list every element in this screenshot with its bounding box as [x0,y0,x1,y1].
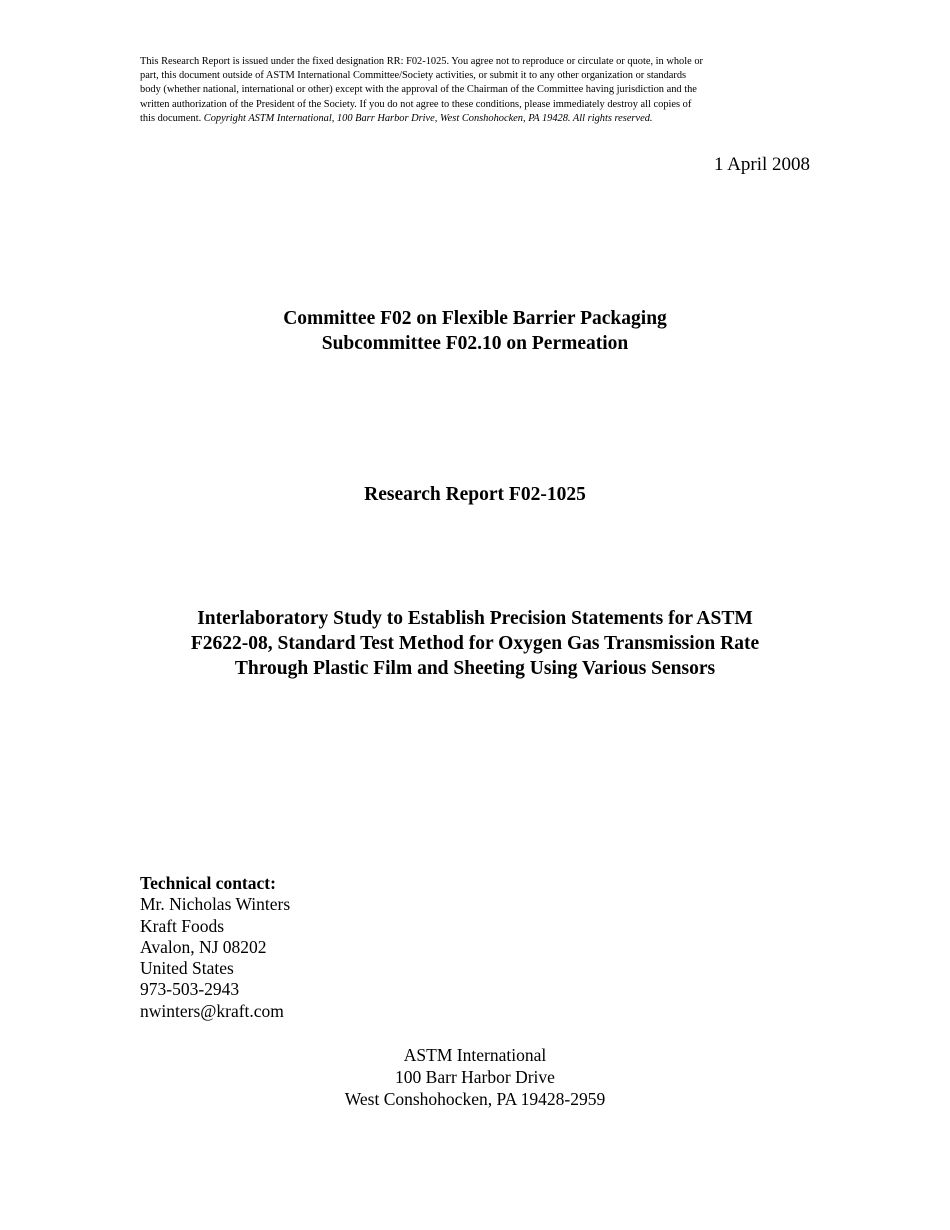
technical-contact [140,873,290,1022]
committee-name: Committee F02 on Flexible Barrier Packaging [283,308,667,329]
document-date: 1 April 2008 [713,154,810,175]
study-title-line: Interlaboratory Study to Establish Precision Statements for ASTM [197,608,753,629]
study-title [0,606,950,681]
subcommittee-name: Subcommittee F02.10 on Permeation [321,333,629,354]
notice-line: part, this document outside of ASTM International Committee/Society activities, or submit it to any other organization or standards [140,70,687,82]
contact-city: Avalon, NJ 08202 [140,936,267,957]
astm-name: ASTM International [403,1045,547,1065]
notice-line: this document. [140,112,204,124]
contact-name: Mr. Nicholas Winters [140,894,291,915]
contact-email: nwinters@kraft.com [140,1000,284,1021]
notice-last-line [140,112,812,126]
notice-line: written authorization of the President of the Society. If you do not agree to these conditions, please immediately destroy all copies of [140,98,692,110]
contact-phone: 973-503-2943 [140,979,240,1000]
report-designation [0,482,950,507]
astm-city: West Conshohocken, PA 19428-2959 [344,1089,606,1109]
study-title-line: F2622-08, Standard Test Method for Oxygen Gas Transmission Rate [190,633,760,654]
astm-address [0,1044,950,1110]
study-title-line: Through Plastic Film and Sheeting Using Various Sensors [234,658,716,679]
copyright-notice [140,55,812,126]
copyright-statement: Copyright ASTM International, 100 Barr Harbor Drive, West Conshohocken, PA 19428. All rights reserved. [203,112,653,124]
report-id: Research Report F02-1025 [364,484,586,505]
contact-country: United States [140,958,234,979]
notice-line: This Research Report is issued under the fixed designation RR: F02-1025. You agree not to reproduce or circulate or quote, in whole or [140,56,703,67]
notice-line: body (whether national, international or other) except with the approval of the Chairman of the Committee having jurisdiction and the [140,84,697,96]
contact-heading: Technical contact: [140,873,276,893]
astm-street: 100 Barr Harbor Drive [395,1067,555,1087]
committee-heading [0,306,950,356]
contact-company: Kraft Foods [140,915,225,936]
